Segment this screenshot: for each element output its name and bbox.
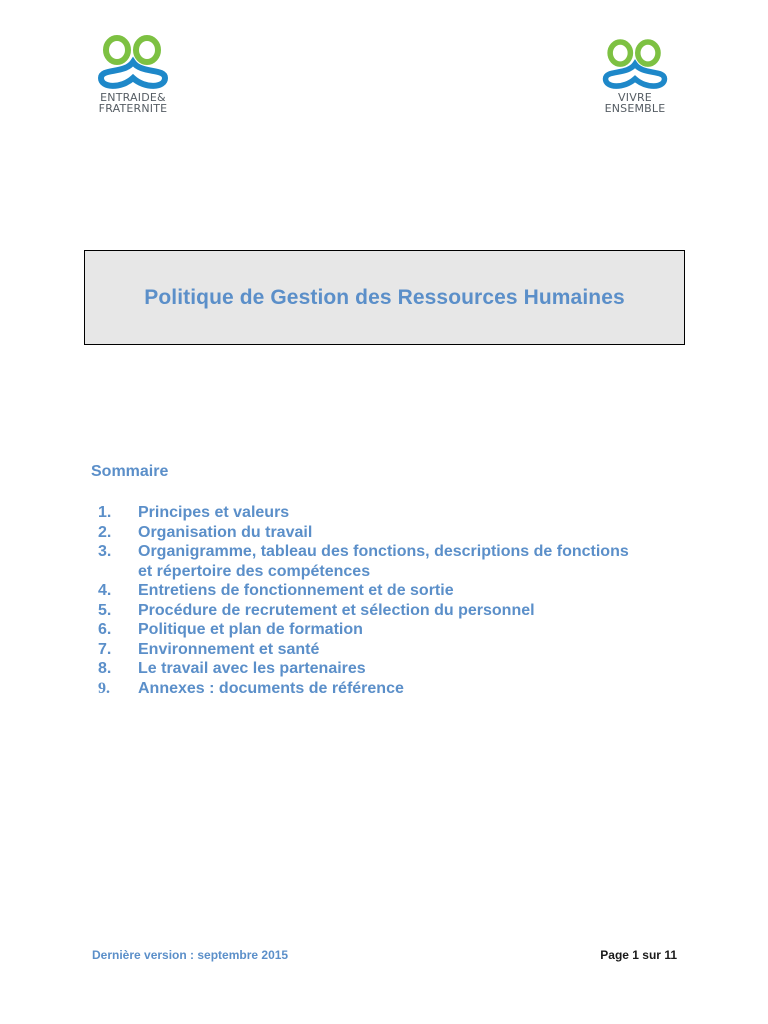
logo-entraide-mark-icon bbox=[95, 34, 171, 92]
logo-left-line1: ENTRAIDE& bbox=[100, 91, 166, 104]
toc-item-text: Annexes : documents de référence bbox=[138, 679, 404, 697]
toc-item bbox=[98, 542, 638, 581]
footer-page-number: Page 1 sur 11 bbox=[600, 948, 677, 962]
toc-item-number: 6. bbox=[98, 621, 112, 638]
toc-item-text: Politique et plan de formation bbox=[138, 621, 363, 638]
title-box bbox=[84, 250, 685, 345]
toc-item-text: Procédure de recrutement et sélection du personnel bbox=[138, 601, 535, 619]
logo-left-line2: FRATERNITE bbox=[98, 102, 168, 115]
toc-item bbox=[98, 523, 638, 543]
logo-vivre-mark-icon bbox=[600, 38, 670, 92]
toc-item-text: Le travail avec les partenaires bbox=[138, 660, 366, 677]
toc-item bbox=[98, 620, 638, 640]
toc-item-number: 3. bbox=[98, 543, 112, 560]
toc-item-number: 4. bbox=[98, 582, 112, 599]
toc-item-number: 7. bbox=[98, 640, 112, 658]
toc-item bbox=[98, 659, 638, 679]
toc-item bbox=[98, 640, 638, 660]
logo-right-line1: VIVRE bbox=[618, 91, 652, 104]
toc-item bbox=[98, 581, 638, 601]
logo-vivre-ensemble bbox=[598, 38, 672, 114]
document-title: Politique de Gestion des Ressources Humaines bbox=[144, 285, 625, 309]
toc-item bbox=[98, 601, 638, 621]
toc-item bbox=[98, 679, 638, 699]
toc-item-number: 5. bbox=[98, 601, 112, 619]
toc-item-text: Environnement et santé bbox=[138, 640, 320, 658]
toc-item-text: Organisation du travail bbox=[138, 523, 313, 541]
summary-heading: Sommaire bbox=[91, 463, 169, 480]
toc-item bbox=[98, 503, 638, 523]
logo-right-line2: ENSEMBLE bbox=[604, 102, 666, 115]
toc-item-number: 1. bbox=[98, 504, 112, 521]
toc-item-number: 8. bbox=[98, 660, 112, 677]
logo-entraide-fraternite bbox=[94, 34, 172, 114]
table-of-contents bbox=[98, 503, 638, 698]
toc-item-number: 2. bbox=[98, 523, 112, 541]
toc-item-text: Organigramme, tableau des fonctions, descriptions de fonctions et répertoire des compétences bbox=[138, 543, 629, 580]
toc-item-number: 9. bbox=[98, 679, 110, 697]
footer-version: Dernière version : septembre 2015 bbox=[92, 948, 289, 962]
toc-item-text: Entretiens de fonctionnement et de sortie bbox=[138, 582, 454, 599]
toc-item-text: Principes et valeurs bbox=[138, 504, 290, 521]
